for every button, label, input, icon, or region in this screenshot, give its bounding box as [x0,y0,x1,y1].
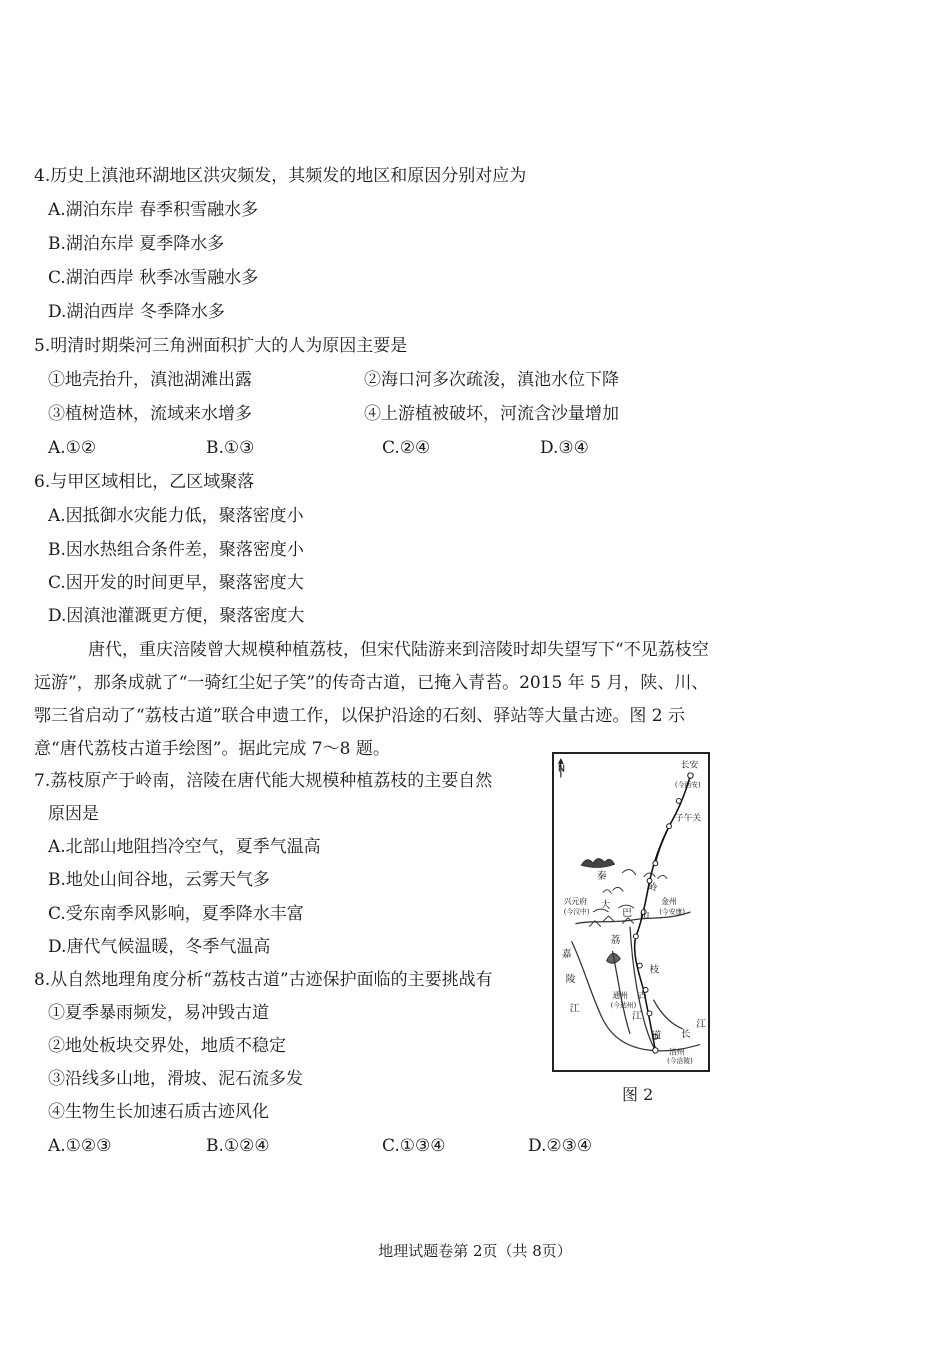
map-label-qin: 秦 [596,870,607,882]
q4-option-b: B.湖泊东岸 夏季降水多 [48,234,225,254]
map-label-changan: 长安 [680,760,699,771]
page-footer: 地理试题卷第 2页（共 8页） [378,1242,572,1260]
q8-option-d: D.②③④ [528,1136,593,1156]
q6-stem: 6.与甲区域相比，乙区域聚落 [34,472,255,492]
passage-line-2: 远游”，那条成就了“一骑红尘妃子笑”的传奇古道，已掩入青苔。2015 年 5 月，陕、川、 [34,673,709,693]
map-label-jinzhou: 金州 [661,897,677,907]
q8-option-c: C.①③④ [382,1136,446,1156]
map-label-shan: 山 [639,909,650,921]
q7-option-b: B.地处山间谷地，云雾天气多 [48,870,270,890]
q4-option-a: A.湖泊东岸 春季积雪融水多 [48,200,259,220]
map-label-ling: 岭 [647,882,658,894]
q4-option-d: D.湖泊西岸 冬季降水多 [48,302,225,322]
q4-option-c: C.湖泊西岸 秋季冰雪融水多 [48,268,259,288]
q7-stem-line-2: 原因是 [48,804,99,824]
q8-item-2: ②地处板块交界处，地质不稳定 [48,1036,286,1056]
map-label-chang: 长 [680,1028,691,1040]
q7-option-a: A.北部山地阻挡冷空气，夏季气温高 [48,837,321,857]
q5-item-3: ③植树造林，流域来水增多 [48,404,252,424]
q8-item-4: ④生物生长加速石质古迹风化 [48,1102,269,1122]
q6-option-c: C.因开发的时间更早，聚落密度大 [48,573,304,593]
q7-option-c: C.受东南季风影响，夏季降水丰富 [48,904,304,924]
map-label-fuzhou-note: (今涪陵) [667,1057,693,1066]
map-label-jiang2: 江 [631,1011,642,1023]
passage-line-3: 鄂三省启动了“荔枝古道”联合申遗工作，以保护沿途的石刻、驿站等大量古迹。图 2 示 [34,706,686,726]
q8-item-3: ③沿线多山地，滑坡、泥石流多发 [48,1069,303,1089]
q5-option-a: A.①② [48,438,97,458]
q5-option-d: D.③④ [540,438,589,458]
map-label-jinzhou-note: (今安康) [659,907,686,916]
q8-item-1: ①夏季暴雨频发，易冲毁古道 [48,1003,269,1023]
map-label-dao: 道 [651,1030,662,1042]
q5-option-c: C.②④ [382,438,431,458]
map-label-xingyuan: 兴元府 [563,897,588,907]
q4-stem: 4.历史上滇池环湖地区洪灾频发，其频发的地区和原因分别对应为 [34,166,527,186]
map-label-jiang3: 江 [696,1019,707,1031]
q5-option-b: B.①③ [206,438,255,458]
passage-line-1: 唐代，重庆涪陵曾大规模种植荔枝，但宋代陆游来到涪陵时却失望写下“不见荔枝空 [88,640,709,660]
map-label-gu: 古 [637,989,648,1001]
map-label-jiang: 江 [569,1003,580,1015]
map-label-da: 大 [600,900,611,912]
figure-caption: 图 2 [622,1085,654,1104]
map-label-li: 荔 [610,935,621,947]
q7-option-d: D.唐代气候温暖，冬季气温高 [48,937,271,957]
lychee-road-map [552,752,710,1072]
map-label-north: N [557,763,566,775]
q5-item-2: ②海口河多次疏浚，滇池水位下降 [364,370,619,390]
passage-line-4: 意“唐代荔枝古道手绘图”。据此完成 7～8 题。 [34,739,390,759]
map-label-ziwuguan: 子午关 [674,813,702,824]
map-label-tongzhou: 通州 [612,990,629,1000]
map-label-zhi: 枝 [649,964,660,976]
map-label-ba: 巴 [622,907,632,919]
map-label-changan-note: (今西安) [674,781,701,790]
q8-option-b: B.①②④ [206,1136,270,1156]
q8-stem: 8.从自然地理角度分析“荔枝古道”古迹保护面临的主要挑战有 [34,970,493,990]
map-label-xingyuan-note: (今汉中) [563,907,590,916]
map-label-jia: 嘉 [561,948,572,960]
map-label-ling2: 陵 [565,974,576,986]
q7-stem-line-1: 7.荔枝原产于岭南，涪陵在唐代能大规模种植荔枝的主要自然 [34,771,493,791]
q5-item-4: ④上游植被破坏，河流含沙量增加 [364,404,619,424]
q5-item-1: ①地壳抬升，滇池湖滩出露 [48,370,252,390]
map-label-fuzhou: 涪州 [669,1047,685,1057]
q6-option-d: D.因滇池灌溉更方便，聚落密度大 [48,606,305,626]
q6-option-b: B.因水热组合条件差，聚落密度小 [48,540,304,560]
q5-stem: 5.明清时期柴河三角洲面积扩大的人为原因主要是 [34,336,408,356]
q6-option-a: A.因抵御水灾能力低，聚落密度小 [48,506,304,526]
q8-option-a: A.①②③ [48,1136,112,1156]
map-label-tongzhou-note: (今达州) [610,1001,637,1010]
